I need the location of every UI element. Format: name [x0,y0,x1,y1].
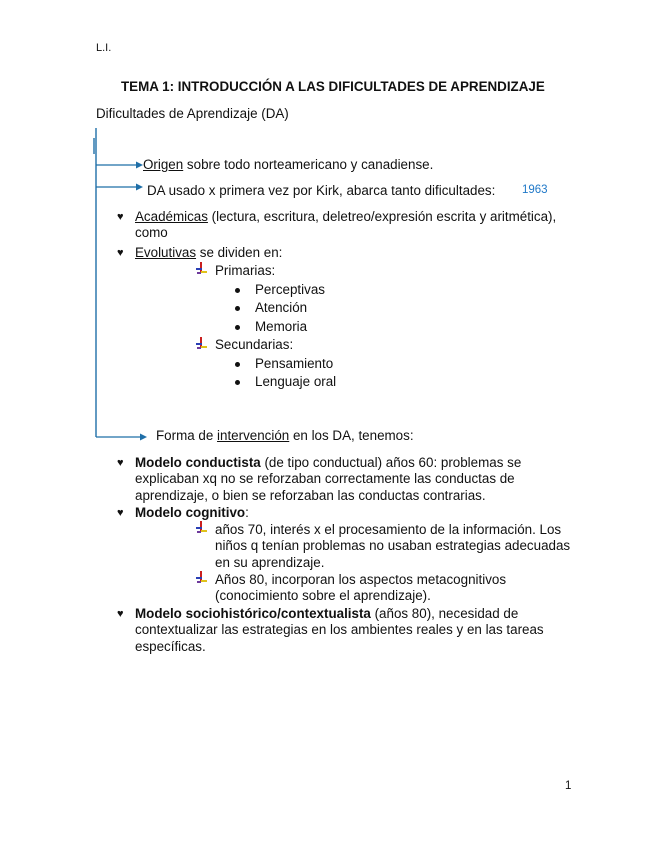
secundarias-item: Lenguaje oral [255,374,337,389]
cognitivo-sub1-line: en su aprendizaje. [215,554,325,570]
cognitivo-sub2-line: Años 80, incorporan los aspectos metacognitivos [215,572,507,587]
academicas-line2: como [135,225,168,241]
item-modelo-sociohistorico [135,606,645,655]
conductista-line3: aprendizaje, o bien se reforzaban las conductas contrarias. [135,487,486,503]
secundarias-item: Pensamiento [255,356,334,371]
heart-bullet-icon: ♥ [117,457,124,469]
subtitle: Dificultades de Aprendizaje (DA) [96,106,289,121]
arrowhead-origen [136,162,143,169]
round-bullet-icon [235,325,240,330]
item-evolutivas [135,245,282,261]
cognitivo-sub2 [215,572,635,605]
sociohistorico-line3: específicas. [135,638,206,654]
conductista-term: Modelo conductista [135,455,261,470]
item-academicas [135,209,635,242]
sociohistorico-line2: contextualizar las estrategias en los ambientes reales y en las tareas [135,622,544,638]
diagram-line-origen [143,157,433,173]
evolutivas-term: Evolutivas [135,245,197,260]
intervencion-rest: en los DA, tenemos: [289,428,414,443]
heart-bullet-icon: ♥ [117,507,124,519]
intervencion-term: intervención [217,428,290,443]
heart-bullet-icon: ♥ [117,608,124,620]
diagram-line-intervencion [156,428,414,444]
year-annotation: 1963 [522,184,548,196]
evolutivas-rest: se dividen en: [196,245,283,260]
academicas-rest: (lectura, escritura, deletreo/expresión escrita y aritmética), [207,209,557,224]
cognitivo-sub2-line: (conocimiento sobre el aprendizaje). [215,588,431,604]
primarias-label: Primarias: [215,263,276,278]
primarias-item: Perceptivas [255,282,325,297]
item-modelo-conductista [135,455,645,504]
round-bullet-icon [235,380,240,385]
cognitivo-sub1-line: años 70, interés x el procesamiento de la información. Los [215,522,562,537]
arrowhead-intervencion [140,434,147,441]
item-modelo-cognitivo [135,505,249,521]
arrowhead-kirk [136,184,143,191]
sociohistorico-line1: (años 80), necesidad de [370,606,519,621]
conductista-line1: (de tipo conductual) años 60: problemas se [260,455,522,470]
cognitivo-sub1-line: niños q tenían problemas no usaban estrategias adecuadas [215,538,571,554]
heart-bullet-icon: ♥ [117,247,124,259]
primarias-item: Memoria [255,319,308,334]
cognitivo-colon: : [245,505,249,520]
round-bullet-icon [235,362,240,367]
cognitivo-sub1 [215,522,635,571]
conductista-line2: explicaban xq no se reforzaban correctamente las conductas de [135,471,515,487]
primarias-item: Atención [255,300,308,315]
page-number: 1 [565,780,572,792]
sociohistorico-term: Modelo sociohistórico/contextualista [135,606,371,621]
diagram-line-kirk: DA usado x primera vez por Kirk, abarca tanto dificultades: [147,183,496,198]
origen-term: Origen [143,157,184,172]
round-bullet-icon [235,306,240,311]
academicas-term: Académicas [135,209,208,224]
header-initials: L.I. [96,42,112,54]
intervencion-prefix: Forma de [156,428,218,443]
round-bullet-icon [235,288,240,293]
heart-bullet-icon: ♥ [117,211,124,223]
page-title: TEMA 1: INTRODUCCIÓN A LAS DIFICULTADES DE APRENDIZAJE [121,79,545,94]
cognitivo-term: Modelo cognitivo [135,505,246,520]
secundarias-label: Secundarias: [215,337,294,352]
origen-rest: sobre todo norteamericano y canadiense. [183,157,434,172]
